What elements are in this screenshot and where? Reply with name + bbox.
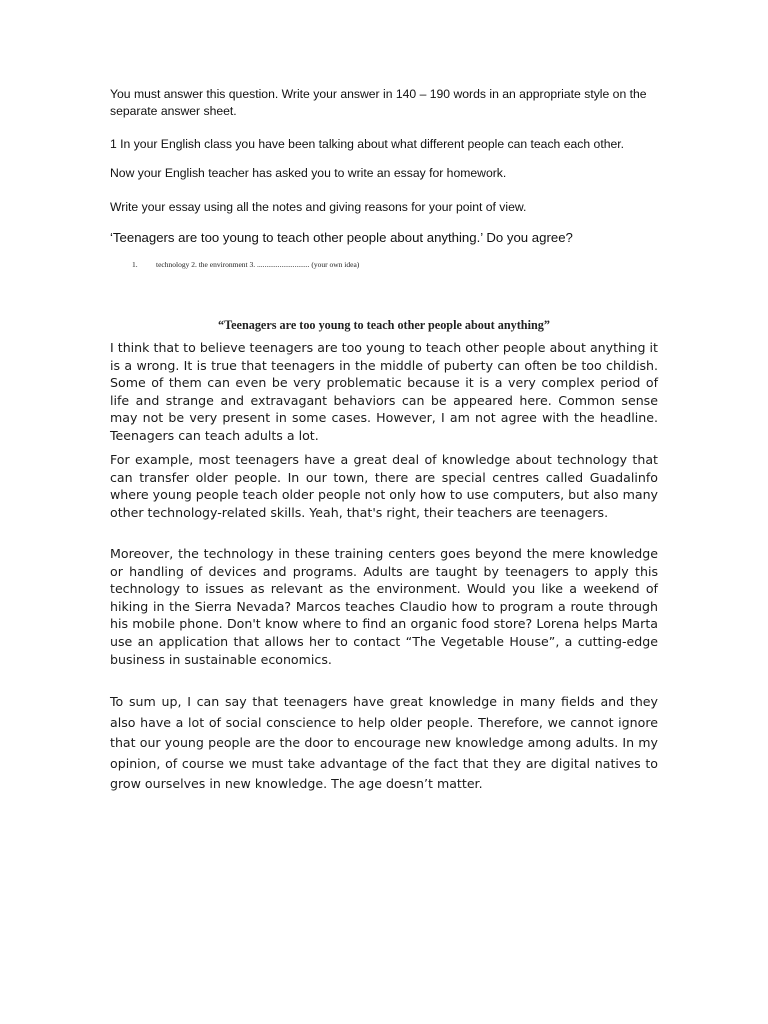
essay-prompt: ‘Teenagers are too young to teach other people about anything.’ Do you agree?: [110, 230, 573, 245]
notes-list-text: technology 2. the environment 3. ............................ (your own idea): [156, 260, 360, 269]
instruction-word-limit: You must answer this question. Write your answer in 140 – 190 words in an appropriate style on the separate answer sheet.: [110, 87, 647, 118]
instruction-homework: Now your English teacher has asked you to write an essay for homework.: [110, 166, 507, 180]
notes-list: [132, 260, 359, 270]
essay-paragraph-technology: For example, most teenagers have a great deal of knowledge about technology that can transfer older people. In our town, there are special centres called Guadalinfo where young people teach older people not only how to use computers, but also many other technology-related skills. Yeah, that's right, their teachers are teenagers.: [110, 452, 658, 520]
instruction-notes: Write your essay using all the notes and giving reasons for your point of view.: [110, 200, 527, 214]
essay-title: “Teenagers are too young to teach other people about anything”: [218, 318, 550, 332]
notes-list-number: 1.: [132, 260, 138, 269]
essay-paragraph-conclusion: To sum up, I can say that teenagers have great knowledge in many fields and they also have a lot of social conscience to help older people. Therefore, we cannot ignore that our young people are the door to encourage new knowledge among adults. In my opinion, of course we must take advantage of the fact that they are digital natives to grow ourselves in new knowledge. The age doesn’t matter.: [110, 694, 658, 792]
instruction-question-context: 1 In your English class you have been talking about what different people can teach each other.: [110, 137, 625, 151]
essay-paragraph-intro: I think that to believe teenagers are too young to teach other people about anything it is a wrong. It is true that teenagers in the middle of puberty can often be too childish. Some of them can even be very problematic because it is a very complex period of life and strange and extravagant behaviors can be appeared here. Common sense may not be very present in some cases. However, I am not agree with the headline. Teenagers can teach adults a lot.: [110, 340, 658, 443]
essay-paragraph-environment: Moreover, the technology in these training centers goes beyond the mere knowledge or handling of devices and programs. Adults are taught by teenagers to apply this technology to issues as relevant as the environment. Would you like a weekend of hiking in the Sierra Nevada? Marcos teaches Claudio how to program a route through his mobile phone. Don't know where to find an organic food store? Lorena helps Marta use an application that allows her to contact “The Vegetable House”, a cutting-edge business in sustainable economics.: [110, 546, 658, 667]
